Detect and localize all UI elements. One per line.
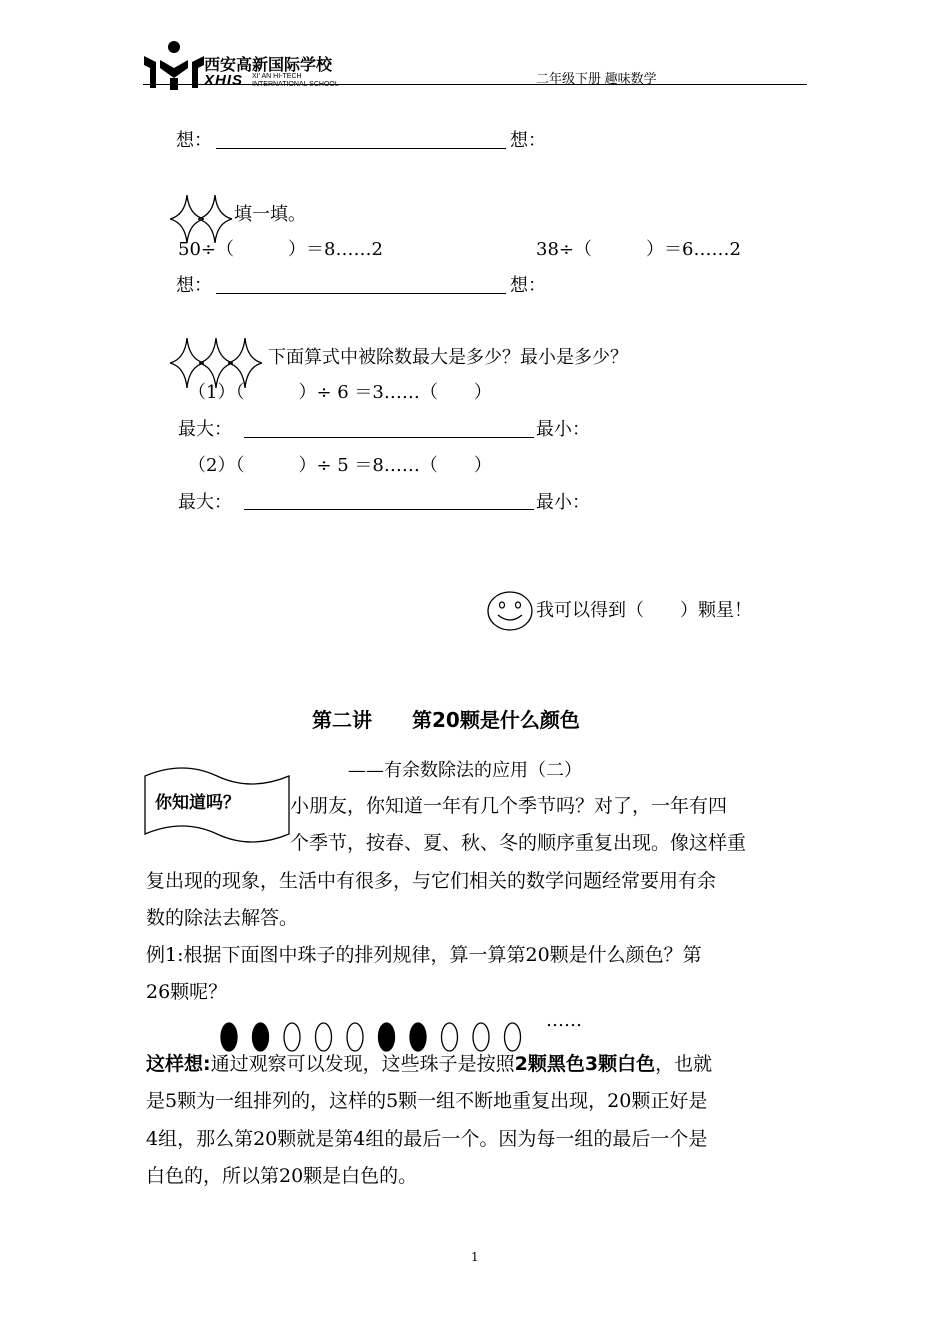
explanation-line: 4组，那么第20颗就是第4组的最后一个。因为每一组的最后一个是 — [146, 1128, 708, 1150]
think-label: 想： — [176, 275, 212, 296]
answer-line — [244, 509, 534, 510]
equation: 50÷（ ）＝8……2 — [178, 239, 383, 260]
section-title: 填一填。 — [234, 204, 306, 225]
paragraph-line: 个季节，按春、夏、秋、冬的顺序重复出现。像这样重 — [290, 832, 747, 854]
course-title: 二年级下册 趣味数学 — [536, 71, 657, 86]
answer-line — [216, 293, 506, 294]
paragraph-line: 复出现的现象，生活中有很多，与它们相关的数学问题经常要用有余 — [146, 870, 717, 892]
explanation-text: 通过观察可以发现，这些珠子是按照 — [210, 1053, 515, 1075]
min-label: 最小： — [536, 419, 590, 440]
example-line: 例1:根据下面图中珠子的排列规律，算一算第20颗是什么颜色？第 — [146, 944, 702, 966]
explanation-line: 白色的，所以第20颗是白色的。 — [146, 1165, 418, 1187]
header-rule — [143, 84, 807, 85]
think-label: 想： — [510, 130, 546, 151]
reward-text: 我可以得到（ ）颗星！ — [536, 600, 752, 621]
question-2: （2）（ ）÷ 5 ＝8……（ ） — [188, 455, 492, 476]
white-bead — [442, 1023, 458, 1051]
white-bead — [316, 1023, 332, 1051]
white-bead — [284, 1023, 300, 1051]
think-label: 想： — [510, 275, 546, 296]
page-number: 1 — [471, 1250, 479, 1264]
school-abbr: XHIS — [204, 72, 244, 89]
white-bead — [505, 1023, 521, 1051]
did-you-know-tag: 你知道吗？ — [155, 793, 240, 813]
ellipsis: …… — [546, 1010, 582, 1031]
white-bead — [473, 1023, 489, 1051]
equation: 38÷（ ）＝6……2 — [536, 239, 741, 260]
black-bead — [253, 1023, 269, 1051]
answer-line — [244, 437, 534, 438]
explanation-text: ，也就 — [655, 1053, 713, 1075]
max-label: 最大： — [178, 419, 232, 440]
explanation-highlight: 2颗黑色3颗白色 — [514, 1053, 656, 1075]
black-bead — [379, 1023, 395, 1051]
think-label: 想： — [176, 130, 212, 151]
paragraph-line: 小朋友，你知道一年有几个季节吗？对了，一年有四 — [290, 795, 728, 817]
question-1: （1）（ ）÷ 6 ＝3……（ ） — [188, 382, 492, 403]
school-name-en-2: INTERNATIONAL SCHOOL — [252, 81, 339, 88]
lesson-subtitle: ——有余数除法的应用（二） — [348, 760, 582, 781]
explanation-line — [146, 1049, 712, 1076]
answer-line — [216, 148, 506, 149]
section-title: 下面算式中被除数最大是多少？最小是多少？ — [268, 347, 628, 368]
lesson-title: 第二讲 第20颗是什么颜色 — [312, 708, 580, 732]
explanation-line: 是5颗为一组排列的，这样的5颗一组不断地重复出现，20颗正好是 — [146, 1090, 708, 1112]
black-bead — [410, 1023, 426, 1051]
max-label: 最大： — [178, 492, 232, 513]
paragraph-line: 数的除法去解答。 — [146, 907, 299, 929]
think-label: 这样想: — [146, 1053, 211, 1075]
black-bead — [221, 1023, 237, 1051]
smiley-icon — [486, 590, 534, 632]
min-label: 最小： — [536, 492, 590, 513]
white-bead — [347, 1023, 363, 1051]
school-name-cn: 西安高新国际学校 — [204, 55, 333, 74]
school-name-en-1: XI' AN HI-TECH — [252, 73, 302, 80]
example-line: 26颗呢？ — [146, 981, 228, 1003]
